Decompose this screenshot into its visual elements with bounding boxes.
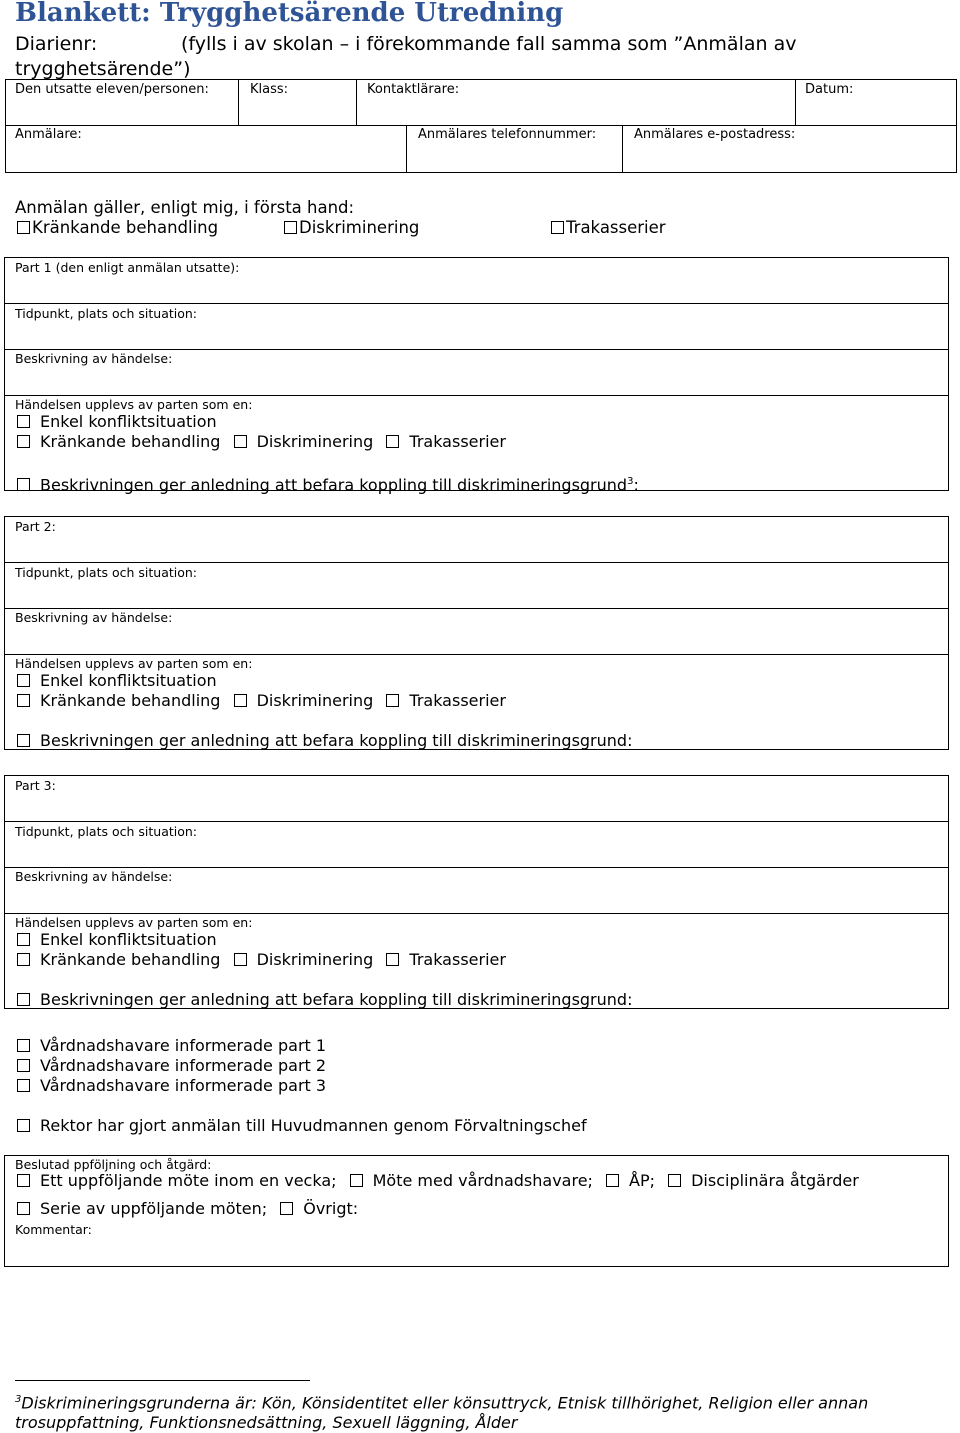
checkbox[interactable] [17,1119,30,1132]
footnote [15,1390,868,1433]
checkbox[interactable] [17,993,30,1006]
checkbox[interactable] [17,435,30,448]
checkbox[interactable] [17,1174,30,1187]
part1-beskrivning[interactable]: Beskrivning av händelse: [15,351,173,366]
table-divider [5,125,957,126]
checkbox[interactable] [17,1202,30,1215]
option-label: Möte med vårdnadshavare; [372,1171,593,1190]
footnote-separator [15,1380,310,1381]
part2-types [17,691,506,711]
table-divider [622,125,623,173]
checkbox[interactable] [17,1059,30,1072]
diarie-row [15,32,797,82]
row-divider [4,395,949,396]
option-label: Diskriminering [256,691,374,710]
row-divider [4,562,949,563]
part2-beskrivning[interactable]: Beskrivning av händelse: [15,610,173,625]
checkbox[interactable] [17,221,30,234]
row-divider [4,821,949,822]
footnote-line2: trosuppfattning, Funktionsnedsättning, Sexuell läggning, Ålder [15,1413,518,1433]
option-label: Kränkande behandling [40,432,221,451]
option-label: Beskrivningen ger anledning att befara koppling till diskrimineringsgrund: [40,990,633,1009]
option-label: Trakasserier [409,691,506,710]
part3-tidpunkt[interactable]: Tidpunkt, plats och situation: [15,824,198,839]
checkbox[interactable] [234,435,247,448]
anmalare-label: Anmälare: [15,127,82,142]
option-label: Vårdnadshavare informerade part 2 [40,1056,327,1075]
scope-option-krankande[interactable] [17,218,218,237]
guardian-part1[interactable] [17,1036,326,1056]
datum-label: Datum: [805,82,854,97]
row-divider [4,303,949,304]
footnote-line1: Diskrimineringsgrunderna är: Kön, Könsidentitet eller könsuttryck, Etnisk tillhörighet, Religion eller annan [21,1393,869,1413]
option-label: Serie av uppföljande möten; [40,1199,268,1218]
kommentar-label[interactable]: Kommentar: [15,1222,92,1237]
part2-title: Part 2: [15,519,56,534]
checkbox[interactable] [668,1174,681,1187]
checkbox[interactable] [17,1039,30,1052]
form-title: Blankett: Trygghetsärende Utredning [15,0,564,28]
part1-types [17,432,506,452]
option-label: Diskriminering [256,432,374,451]
option-label: ÅP; [629,1171,656,1190]
row-divider [4,349,949,350]
checkbox[interactable] [386,953,399,966]
option-label: Trakasserier [566,218,666,237]
telefon-label: Anmälares telefonnummer: [418,127,597,142]
checkbox[interactable] [606,1174,619,1187]
part3-enkel[interactable] [17,930,217,950]
option-label: Kränkande behandling [32,218,219,237]
followup-row2 [17,1199,358,1219]
row-divider [4,867,949,868]
checkbox[interactable] [17,734,30,747]
part3-title: Part 3: [15,778,56,793]
option-label: Diskriminering [256,950,374,969]
epost-label: Anmälares e-postadress: [634,127,796,142]
scope-heading: Anmälan gäller, enligt mig, i första hand: [15,198,355,217]
checkbox[interactable] [17,933,30,946]
option-label: Disciplinära åtgärder [691,1171,859,1190]
checkbox[interactable] [284,221,297,234]
table-divider [795,79,796,126]
part1-title: Part 1 (den enligt anmälan utsatte): [15,260,240,275]
checkbox[interactable] [234,694,247,707]
guardian-part3[interactable] [17,1076,326,1096]
checkbox[interactable] [350,1174,363,1187]
diarie-note: (fylls i av skolan – i förekommande fall samma som ”Anmälan av [181,33,797,55]
checkbox[interactable] [17,953,30,966]
followup-heading: Beslutad ppföljning och åtgärd: [15,1157,212,1172]
part3-box [4,775,949,1009]
part2-box [4,516,949,750]
diarie-label: Diarienr: [15,33,98,55]
part2-grund[interactable] [17,731,632,751]
guardian-part2[interactable] [17,1056,326,1076]
option-label: Kränkande behandling [40,691,221,710]
checkbox[interactable] [280,1202,293,1215]
part1-enkel[interactable] [17,412,217,432]
option-label: Ett uppföljande möte inom en vecka; [40,1171,337,1190]
part3-grund[interactable] [17,990,632,1010]
checkbox[interactable] [17,478,30,491]
klass-label: Klass: [250,82,289,97]
option-label: Trakasserier [409,432,506,451]
row-divider [4,654,949,655]
rektor-checkbox[interactable] [17,1116,587,1136]
option-label: Diskriminering [299,218,420,237]
option-label: Enkel konfliktsituation [40,671,217,690]
option-label: Rektor har gjort anmälan till Huvudmannen genom Förvaltningschef [40,1116,587,1135]
part1-grund[interactable] [17,472,639,495]
option-label: Övrigt: [303,1199,359,1218]
row-divider [4,608,949,609]
table-divider [238,79,239,126]
checkbox[interactable] [17,415,30,428]
footnote-marker: 3 [15,1394,22,1405]
checkbox[interactable] [386,694,399,707]
part3-types [17,950,506,970]
footnote-ref: 3 [627,476,634,487]
option-label: Beskrivningen ger anledning att befara koppling till diskrimineringsgrund: [40,731,633,750]
option-label: Trakasserier [409,950,506,969]
checkbox[interactable] [17,674,30,687]
option-label: Enkel konfliktsituation [40,412,217,431]
scope-option-diskriminering[interactable] [284,218,419,237]
kontaktlarare-label: Kontaktlärare: [367,82,460,97]
option-label: Vårdnadshavare informerade part 3 [40,1076,327,1095]
part2-tidpunkt[interactable]: Tidpunkt, plats och situation: [15,565,198,580]
checkbox[interactable] [234,953,247,966]
checkbox[interactable] [17,694,30,707]
checkbox[interactable] [551,221,564,234]
part2-upplevs: Händelsen upplevs av parten som en: [15,656,253,671]
row-divider [4,913,949,914]
checkbox[interactable] [17,1079,30,1092]
part2-enkel[interactable] [17,671,217,691]
table-divider [356,79,357,126]
followup-row1 [17,1171,859,1191]
part1-box [4,257,949,491]
option-label: Enkel konfliktsituation [40,930,217,949]
table-divider [406,125,407,173]
colon: : [633,475,639,495]
utsatte-label: Den utsatte eleven/personen: [15,82,209,97]
part1-upplevs: Händelsen upplevs av parten som en: [15,397,253,412]
checkbox[interactable] [386,435,399,448]
scope-option-trakasserier[interactable] [551,218,666,237]
part3-beskrivning[interactable]: Beskrivning av händelse: [15,869,173,884]
part3-upplevs: Händelsen upplevs av parten som en: [15,915,253,930]
diarie-note-cont: trygghetsärende”) [15,58,191,80]
option-label: Kränkande behandling [40,950,221,969]
option-label: Vårdnadshavare informerade part 1 [40,1036,327,1055]
option-label: Beskrivningen ger anledning att befara koppling till diskrimineringsgrund [40,475,628,495]
part1-tidpunkt[interactable]: Tidpunkt, plats och situation: [15,306,198,321]
